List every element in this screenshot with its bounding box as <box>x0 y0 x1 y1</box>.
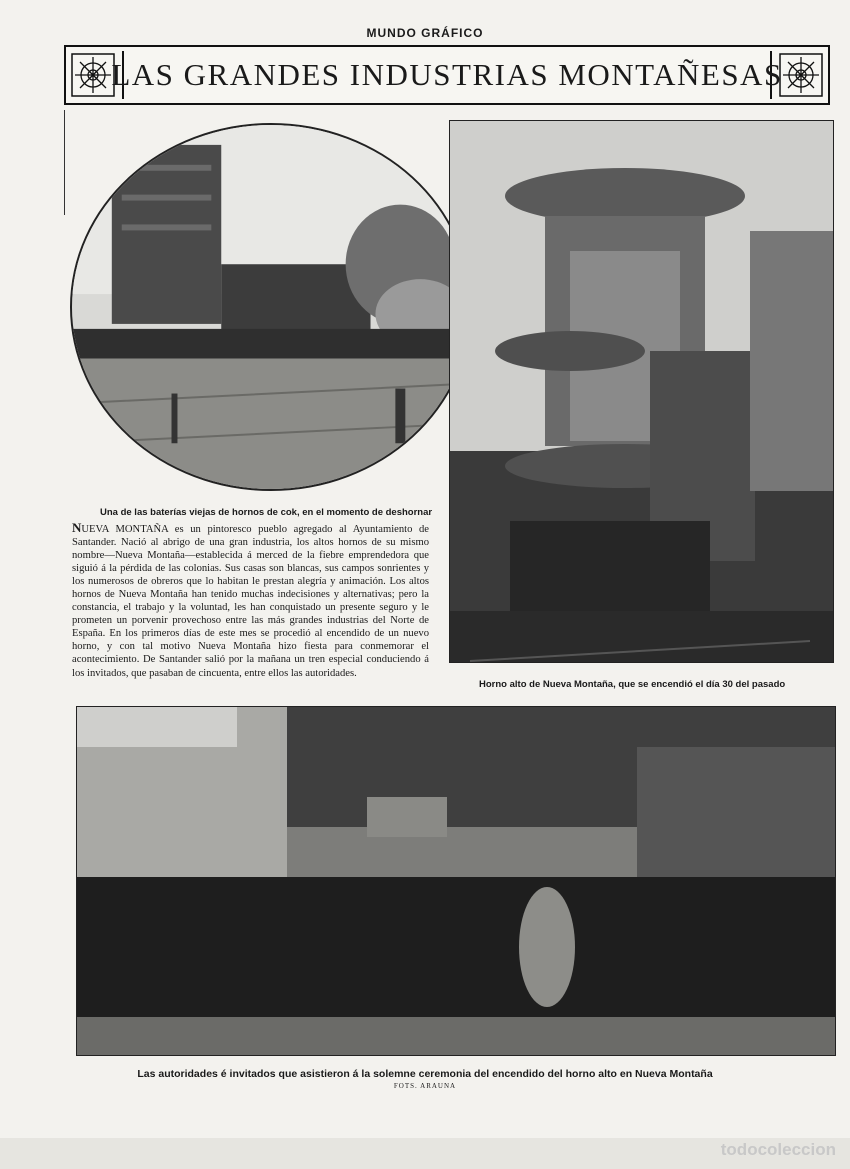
coke-ovens-caption: Una de las baterías viejas de hornos de cok, en el momento de deshornar <box>100 507 433 518</box>
ornament-icon <box>71 53 115 97</box>
group-photo <box>76 706 836 1056</box>
dropcap: N <box>72 520 82 535</box>
blast-furnace-photo <box>449 120 834 663</box>
divider <box>64 110 65 215</box>
ornament-icon <box>779 53 823 97</box>
article-text: UEVA MONTAÑA es un pintoresco pueblo agregado al Ayuntamiento de Santander. Nació al abrigo de una gran industria, los altos hornos de su mismo nombre—Nueva Montaña—establecida á merced de la fiebre emprendedora que siguió á la pérdida de las colonias. Sus casas son blancas, sus campos sonrientes y los numerosos de obreros que lo habitan le prestan alegría y animación. Los altos hornos de Nueva Montaña han tenido muchas indecisiones y alternativas; pero la constancia, el trabajo y la voluntad, les han conquistado un presente seguro y le prometen un porvenir provechoso entre las más grandes industrias del Norte de España. En los primeros días de este mes se procedió al encendido de un nuevo horno, y con tal motivo Nueva Montaña hizo fiesta para conmemorar el acontecimiento. De Santander salió por la mañana un tren especial conduciendo á los invitados, que pasaban de cincuenta, entre ellos las autoridades. <box>72 524 429 679</box>
page-title: LAS GRANDES INDUSTRIAS MONTAÑESAS <box>111 57 783 92</box>
article-body <box>72 521 429 680</box>
group-photo-caption: Las autoridades é invitados que asistieron á la solemne ceremonia del encendido del horno alto en Nueva Montaña <box>137 1068 713 1080</box>
watermark: todocoleccion <box>720 1140 836 1159</box>
title-banner <box>64 45 830 105</box>
blast-furnace-caption: Horno alto de Nueva Montaña, que se encendió el día 30 del pasado <box>479 679 786 690</box>
masthead: MUNDO GRÁFICO <box>366 26 484 40</box>
coke-ovens-photo <box>70 123 472 491</box>
photo-credit: FOTS. ARAUNA <box>393 1082 457 1090</box>
